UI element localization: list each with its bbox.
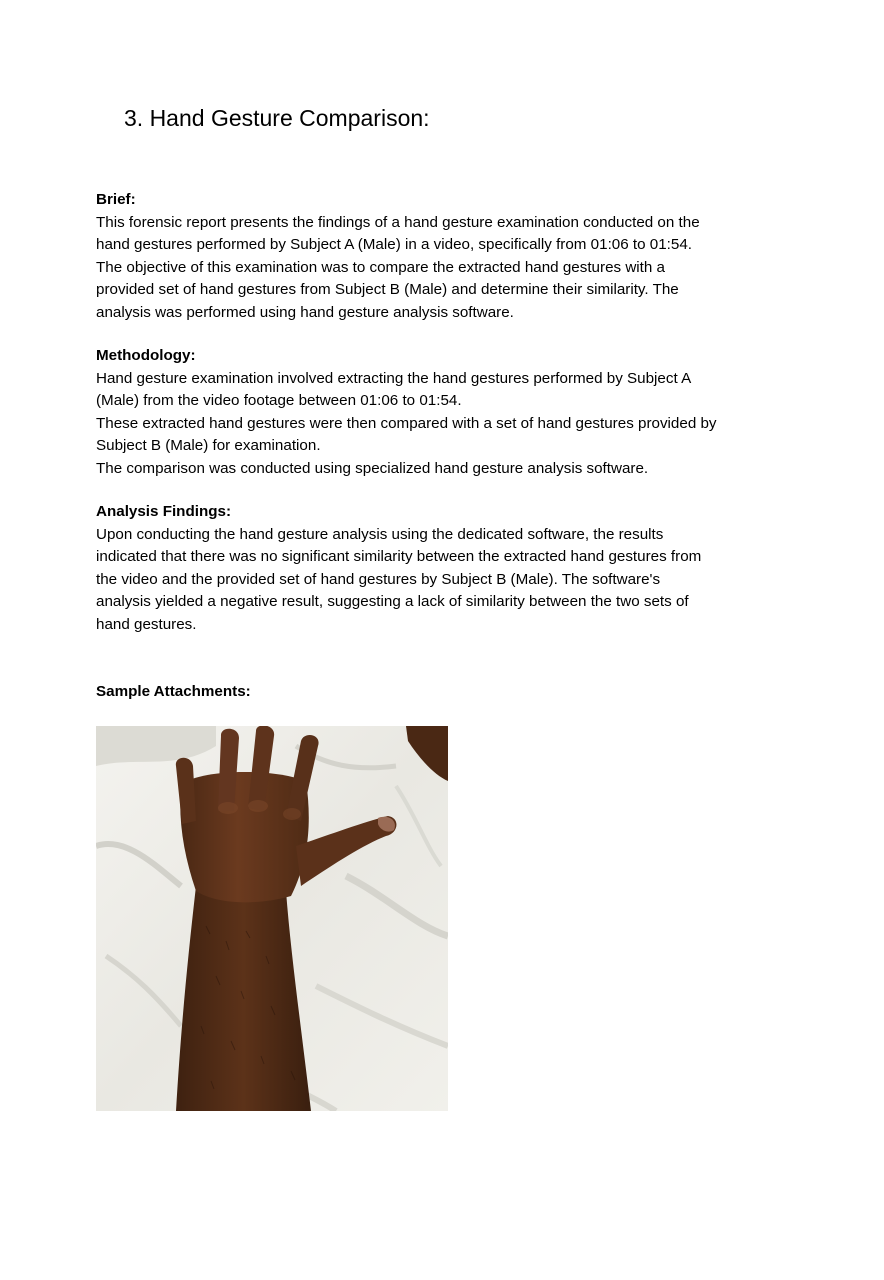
brief-line: The objective of this examination was to compare the extracted hand gestures with a: [96, 258, 665, 276]
brief-line: This forensic report presents the findings of a hand gesture examination conducted on the: [96, 213, 700, 231]
analysis-findings-line: the video and the provided set of hand gestures by Subject B (Male). The software's: [96, 570, 661, 588]
brief-heading: Brief:: [96, 191, 136, 208]
brief-section: [96, 189, 796, 325]
methodology-line: The comparison was conducted using specialized hand gesture analysis software.: [96, 459, 649, 477]
hand-on-pillow-image: [96, 726, 448, 1111]
analysis-findings-line: indicated that there was no significant similarity between the extracted hand gestures from: [96, 548, 702, 566]
analysis-findings-line: hand gestures.: [96, 615, 197, 633]
analysis-findings-heading: Analysis Findings:: [96, 503, 232, 520]
sample-attachments-heading: Sample Attachments:: [96, 683, 251, 700]
methodology-line: Hand gesture examination involved extracting the hand gestures performed by Subject A: [96, 369, 692, 387]
brief-line: hand gestures performed by Subject A (Male) in a video, specifically from 01:06 to 01:54.: [96, 236, 693, 254]
analysis-findings-line: Upon conducting the hand gesture analysis using the dedicated software, the results: [96, 525, 664, 543]
brief-line: analysis was performed using hand gesture analysis software.: [96, 303, 514, 321]
methodology-heading: Methodology:: [96, 347, 196, 364]
analysis-findings-line: analysis yielded a negative result, suggesting a lack of similarity between the two sets of: [96, 593, 689, 611]
methodology-section: [96, 345, 796, 481]
hand-photo: [96, 726, 448, 1111]
methodology-line: These extracted hand gestures were then compared with a set of hand gestures provided by: [96, 414, 717, 432]
analysis-findings-section: [96, 501, 796, 637]
brief-line: provided set of hand gestures from Subject B (Male) and determine their similarity. The: [96, 281, 679, 299]
methodology-line: (Male) from the video footage between 01:06 to 01:54.: [96, 392, 462, 410]
methodology-line: Subject B (Male) for examination.: [96, 437, 321, 455]
page-title: 3. Hand Gesture Comparison:: [124, 105, 430, 131]
